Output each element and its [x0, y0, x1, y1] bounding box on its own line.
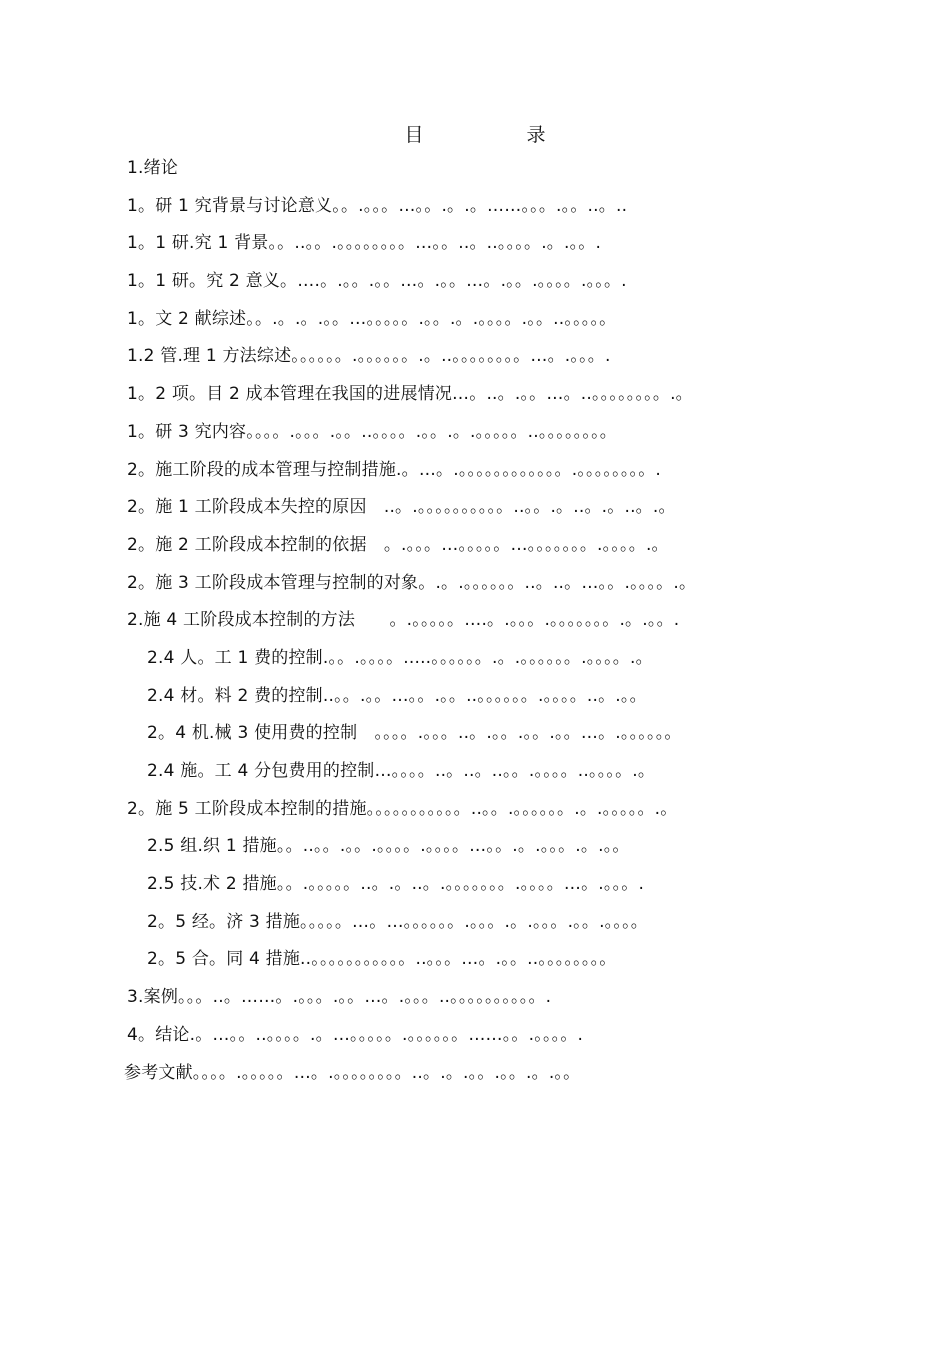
- toc-entry: 2。5 合。同 4 措施..。。。。。。。。。。。..。。。…。.。。..。。。。。。。。: [147, 949, 617, 970]
- toc-entry: 1。1 研.究 1 背景。。..。。.。。。。。。。。…。。..。..。。。。.。.。。.: [127, 233, 602, 254]
- toc-entry: 2。施 3 工阶段成本管理与控制的对象。.。.。。。。。。..。..。…。。.。。。。.。: [127, 572, 697, 593]
- toc-entry: 1.绪论: [127, 158, 179, 178]
- toc-entry: 2。施 2 工阶段成本控制的依据 。.。。。…。。。。。…。。。。。。。.。。。。.。: [127, 534, 669, 555]
- table-of-contents: [124, 150, 887, 1092]
- toc-entry: 1。研 3 究内容。。。。.。。。.。。..。。。。.。。.。.。。。。。..。。。。。。。。: [127, 421, 617, 442]
- toc-entry: 1。2 项。目 2 成本管理在我国的进展情况…。..。.。。…。..。。。。。。。。.。: [127, 384, 693, 405]
- toc-entry: 1。1 研。究 2 意义。….。.。。.。。…。.。。…。.。。.。。。。.。。。.: [127, 271, 627, 292]
- toc-entry: 2。4 机.械 3 使用费的控制 。。。。.。。。..。.。。.。。.。。…。.。。。。。。: [147, 723, 682, 744]
- toc-entry: 2.5 技.术 2 措施。。.。。。。。..。.。..。.。。。。。。。.。。。。…。.。。。.: [147, 874, 645, 895]
- toc-entry: 2.4 人。工 1 费的控制.。。.。。。。.....。。。。。。.。.。。。。。。.。。。。.。: [147, 647, 653, 668]
- toc-entry: 1。文 2 献综述。。.。.。.。。…。。。。。.。。.。.。。。。.。。..。。。。。: [127, 308, 617, 329]
- toc-entry: 2。施 5 工阶段成本控制的措施。。。。。。。。。。。..。。.。。。。。。.。.。。。。。.。: [127, 798, 678, 819]
- toc-entry: 2。施工阶段的成本管理与控制措施.。…。.。。。。。。。。。。。。.。。。。。。。。.: [127, 459, 662, 480]
- toc-entry: 1。研 1 究背景与讨论意义。。.。。。…。。.。.。……。。。.。。..。..: [127, 195, 628, 216]
- toc-entry: 2.4 施。工 4 分包费用的控制…。。。。..。..。..。。.。。。。..。。。。.。: [147, 761, 656, 781]
- toc-entry: 2.施 4 工阶段成本控制的方法 。.。。。。。….。.。。。.。。。。。。。.。.。。.: [127, 610, 680, 631]
- toc-entry: 2。施 1 工阶段成本失控的原因 ..。.。。。。。。。。。。..。。.。..。.。..。.。: [127, 497, 676, 518]
- toc-entry: 4。结论.。…。。..。。。。.。…。。。。。.。。。。。。……。。.。。。。.: [127, 1024, 584, 1045]
- toc-entry: 2。5 经。济 3 措施。。。。。…。…。。。。。。.。。。.。.。。。.。。.。。。。: [147, 911, 648, 932]
- toc-entry: 参考文献。。。。.。。。。。…。.。。。。。。。。..。.。.。。.。。.。.。。: [124, 1062, 581, 1083]
- page-title: 目 录: [404, 124, 588, 146]
- toc-entry: 3.案例。。。..。……。.。。。.。。…。.。。。..。。。。。。。。。。.: [127, 987, 552, 1008]
- toc-entry: 1.2 管.理 1 方法综述。。。。。。.。。。。。。.。..。。。。。。。。…。.。。。.: [127, 346, 611, 367]
- toc-entry: 2.4 材。料 2 费的控制..。。.。。…。。.。。..。。。。。。.。。。。..。.。。: [147, 685, 647, 706]
- toc-entry: 2.5 组.织 1 措施。。..。。.。。.。。。。.。。。。…。。.。.。。。.。.。。: [147, 836, 630, 857]
